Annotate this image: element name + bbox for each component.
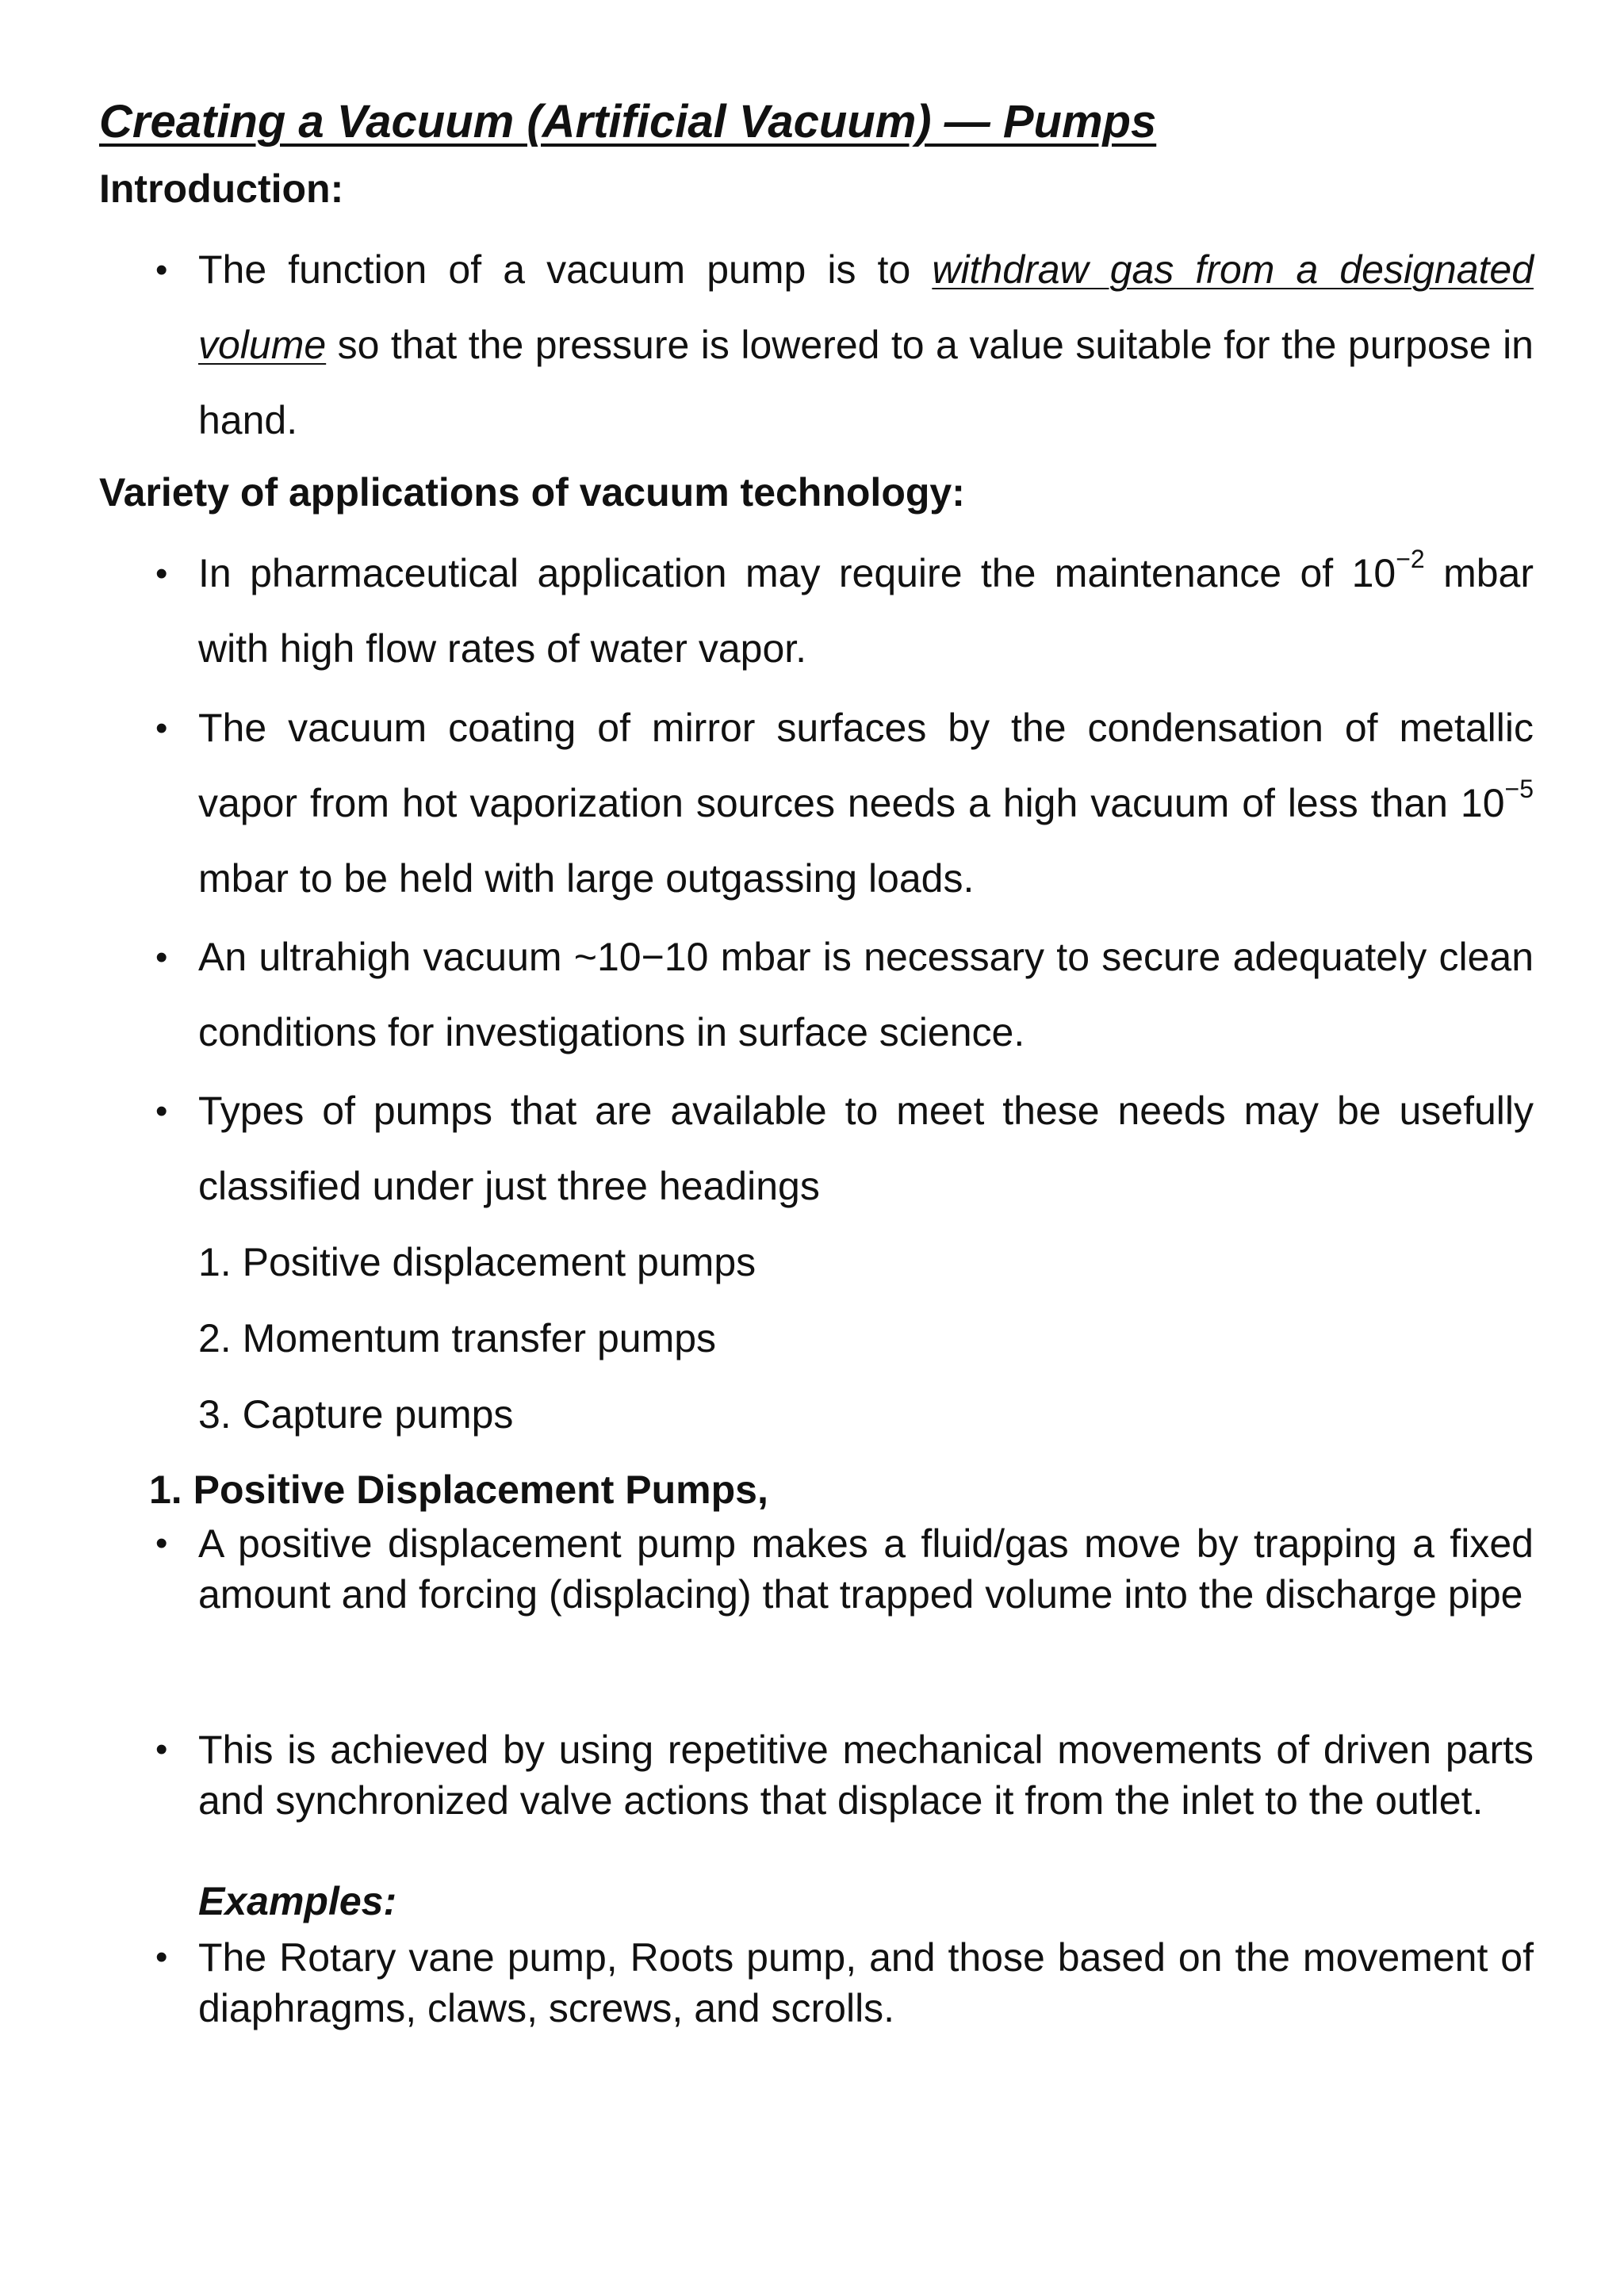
applications-heading: Variety of applications of vacuum technology: — [99, 470, 965, 515]
bullet-icon: • — [155, 1524, 168, 1563]
intro-bullet-text: The function of a vacuum pump is to withdraw gas from a designated volume so that the pressure is lowered to a value suitable for the purpose in hand. — [198, 247, 1534, 442]
pd-bullet-3-text: The Rotary vane pump, Roots pump, and those based on the movement of diaphragms, claws, screws, and scrolls. — [198, 1935, 1534, 2030]
types-bullet-text: Types of pumps that are available to meet these needs may be usefully classified under just three headings — [198, 1089, 1534, 1208]
bullet-icon: • — [155, 709, 168, 748]
intro-bullet — [155, 232, 1534, 458]
pharma-bullet — [155, 536, 1534, 687]
pd-bullet-2 — [155, 1724, 1534, 1826]
ultrahigh-bullet — [155, 920, 1534, 1070]
pump-type-item: 1. Positive displacement pumps — [198, 1240, 756, 1284]
page-title: Creating a Vacuum (Artificial Vacuum) — Pumps — [99, 96, 1157, 147]
pd-bullet-2-text: This is achieved by using repetitive mechanical movements of driven parts and synchronized valve actions that displace it from the inlet to the outlet. — [198, 1728, 1534, 1823]
bullet-icon: • — [155, 251, 168, 289]
coating-bullet-text: The vacuum coating of mirror surfaces by the condensation of metallic vapor from hot vaporization sources needs a high vacuum of less than $10^{-5}$ mbar to be held with large outgassing loads. — [198, 706, 1534, 901]
bullet-icon: • — [155, 938, 168, 977]
pharma-bullet-text: In pharmaceutical application may require the maintenance of $10^{-2}$ mbar with high flow rates of water vapor. — [198, 545, 1534, 671]
pd-bullet-3 — [155, 1932, 1534, 2034]
emphasis-text: withdraw gas from a designated volume — [198, 247, 1534, 367]
bullet-icon: • — [155, 554, 168, 593]
bullet-icon: • — [155, 1092, 168, 1131]
bullet-icon: • — [155, 1938, 168, 1976]
pump-type-item: 2. Momentum transfer pumps — [198, 1316, 717, 1360]
ultrahigh-bullet-text: An ultrahigh vacuum ~10−10 mbar is necessary to secure adequately clean conditions for investigations in surface science. — [198, 935, 1534, 1054]
coating-bullet — [155, 691, 1534, 916]
pd-bullet-1 — [155, 1518, 1534, 1620]
examples-label: Examples: — [198, 1879, 397, 1923]
pd-bullet-1-text: A positive displacement pump makes a fluid/gas move by trapping a fixed amount and forcing (displacing) that trapped volume into the discharge pipe — [198, 1521, 1534, 1617]
bullet-icon: • — [155, 1730, 168, 1769]
pump-type-item: 3. Capture pumps — [198, 1392, 514, 1437]
section-heading: 1. Positive Displacement Pumps, — [149, 1468, 768, 1512]
types-bullet — [155, 1073, 1534, 1224]
intro-heading: Introduction: — [99, 166, 344, 211]
